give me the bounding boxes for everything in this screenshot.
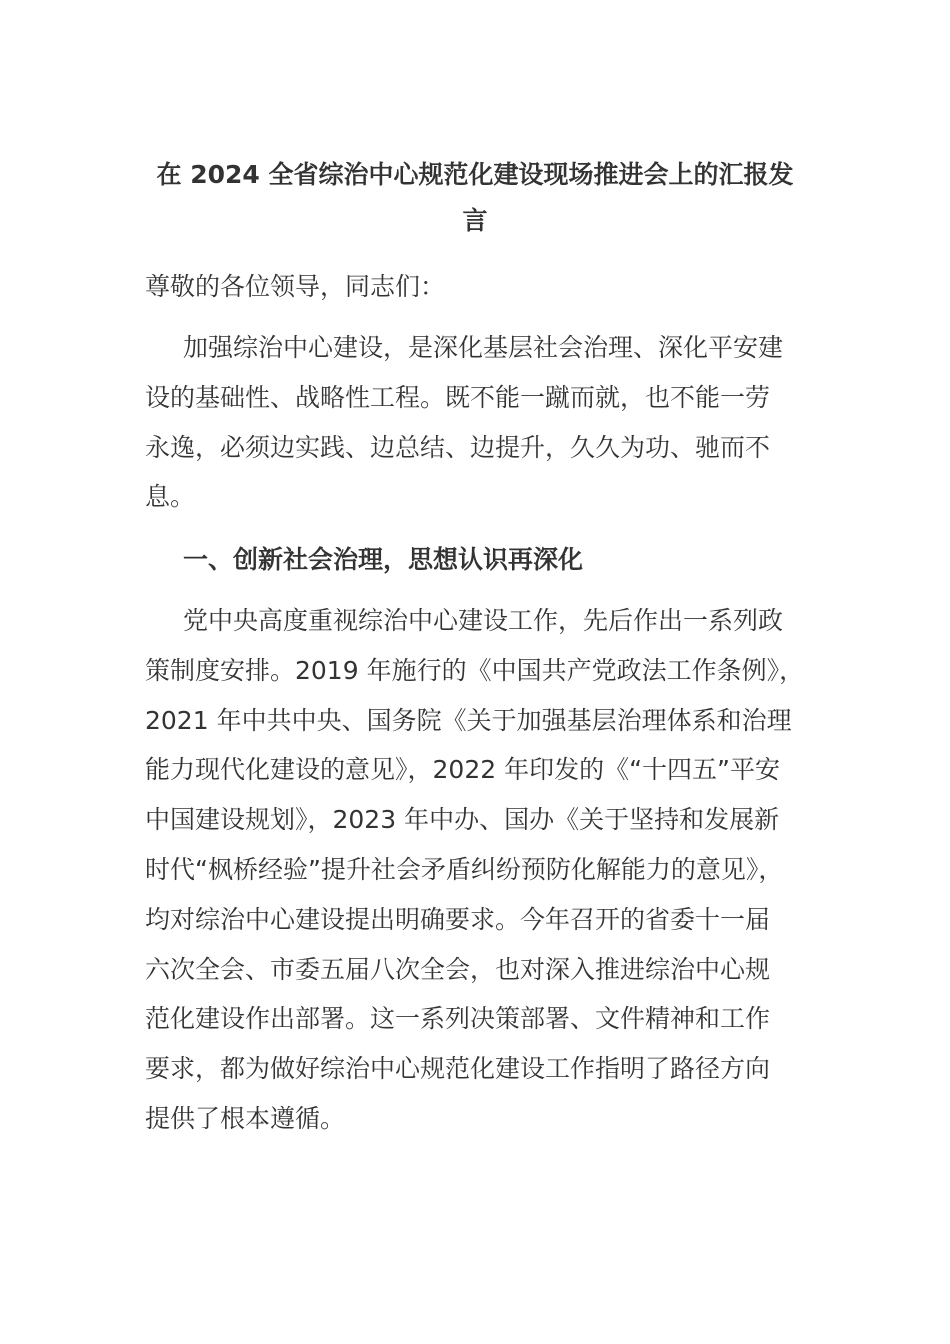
paragraph-line: 能力现代化建设的意见》，2022 年印发的《“十四五”平安 xyxy=(145,755,780,785)
paragraph-line: 范化建设作出部署。这一系列决策部署、文件精神和工作 xyxy=(145,1004,771,1034)
section-paragraph xyxy=(145,596,825,1144)
paragraph-line: 2021 年中共中央、国务院《关于加强基层治理体系和治理 xyxy=(145,705,792,735)
paragraph-line: 永逸，必须边实践、边总结、边提升，久久为功、驰而不 xyxy=(145,432,771,462)
paragraph-line: 设的基础性、战略性工程。既不能一蹴而就，也不能一劳 xyxy=(145,382,771,412)
paragraph-line: 均对综治中心建设提出明确要求。今年召开的省委十一届 xyxy=(145,904,771,934)
paragraph-line: 党中央高度重视综治中心建设工作，先后作出一系列政 xyxy=(183,606,784,635)
paragraph-line: 要求，都为做好综治中心规范化建设工作指明了路径方向 xyxy=(145,1054,771,1084)
paragraph-line: 时代“枫桥经验”提升社会矛盾纠纷预防化解能力的意见》， xyxy=(145,854,784,884)
section-heading: 一、创新社会治理，思想认识再深化 xyxy=(183,545,584,574)
paragraph-line: 息。 xyxy=(145,482,196,512)
paragraph-line: 策制度安排。2019 年施行的《中国共产党政法工作条例》， xyxy=(145,655,805,685)
salutation: 尊敬的各位领导，同志们： xyxy=(145,272,446,301)
paragraph-line: 提供了根本遵循。 xyxy=(145,1103,346,1133)
intro-paragraph xyxy=(145,323,825,522)
document-title: 在 2024 全省综治中心规范化建设现场推进会上的汇报发言 xyxy=(156,160,794,235)
paragraph-line: 六次全会、市委五届八次全会，也对深入推进综治中心规 xyxy=(145,954,771,984)
paragraph-line: 中国建设规划》，2023 年中办、国办《关于坚持和发展新 xyxy=(145,805,780,835)
paragraph-line: 加强综治中心建设，是深化基层社会治理、深化平安建 xyxy=(183,333,784,362)
